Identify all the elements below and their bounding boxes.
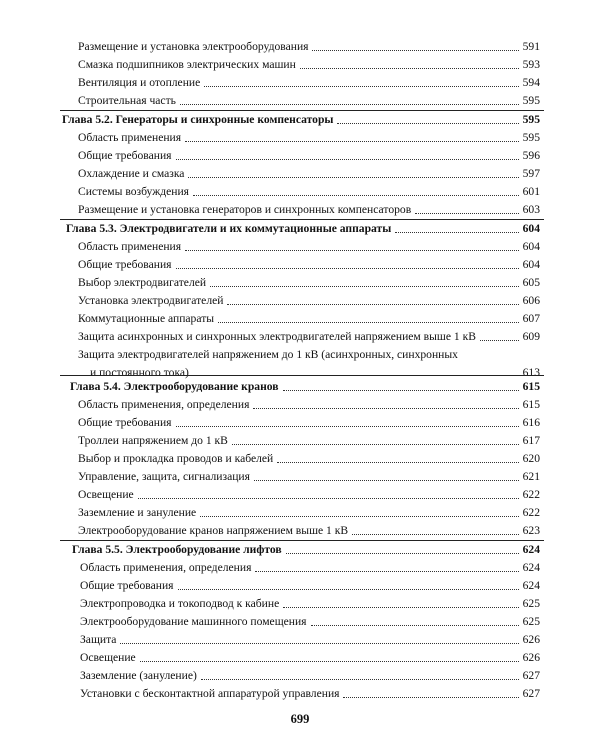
toc-page-number: 622 [522, 488, 540, 501]
dot-leader [210, 286, 519, 287]
dot-leader [300, 68, 519, 69]
toc-entry [78, 76, 540, 90]
toc-entry-label: Электропроводка и токоподвод к кабине [80, 597, 280, 610]
dot-leader [204, 86, 518, 87]
toc-entry [78, 330, 540, 344]
toc-entry [78, 203, 540, 217]
dot-leader [480, 340, 519, 341]
toc-entry [80, 597, 540, 611]
toc-page-number: 623 [522, 524, 540, 537]
section-divider [60, 219, 544, 220]
toc-entry-label: Системы возбуждения [78, 185, 189, 198]
toc-entry [78, 40, 540, 54]
dot-leader [178, 589, 519, 590]
toc-entry [78, 294, 540, 308]
toc-entry-label: Защита электродвигателей напряжением до 1 кВ (асинхронных, синхронных [78, 348, 458, 361]
toc-chapter-heading [62, 113, 540, 127]
toc-entry-label: Троллеи напряжением до 1 кВ [78, 434, 228, 447]
dot-leader [176, 426, 519, 427]
toc-page-number: 626 [522, 651, 540, 664]
toc-entry-label: Размещение и установка электрооборудования [78, 40, 309, 53]
dot-leader [218, 322, 519, 323]
toc-page-number: 595 [522, 113, 540, 126]
toc-entry [78, 488, 540, 502]
toc-page-number: 604 [522, 222, 540, 235]
toc-page-number: 604 [522, 258, 540, 271]
toc-entry-label: Общие требования [78, 416, 172, 429]
toc-page-number: 625 [522, 615, 540, 628]
toc-page-number: 591 [522, 40, 540, 53]
toc-page-number: 594 [522, 76, 540, 89]
toc-page-number: 609 [522, 330, 540, 343]
toc-page-number: 615 [522, 398, 540, 411]
dot-leader [352, 534, 519, 535]
dot-leader [120, 643, 518, 644]
toc-entry [80, 561, 540, 575]
toc-entry-label: Защита [80, 633, 117, 646]
dot-leader [253, 408, 518, 409]
toc-entry-label: Заземление (зануление) [80, 669, 197, 682]
dot-leader [283, 607, 518, 608]
toc-entry [78, 312, 540, 326]
toc-entry [78, 131, 540, 145]
toc-page-number: 624 [522, 579, 540, 592]
dot-leader [312, 50, 518, 51]
toc-page-number: 607 [522, 312, 540, 325]
dot-leader [311, 625, 519, 626]
toc-entry-label: Область применения, определения [80, 561, 252, 574]
toc-page-number: 605 [522, 276, 540, 289]
toc-entry-label: Освещение [78, 488, 134, 501]
dot-leader [180, 104, 519, 105]
dot-leader [188, 177, 518, 178]
section-divider [60, 110, 544, 111]
dot-leader [185, 141, 519, 142]
toc-entry-label: Установка электродвигателей [78, 294, 224, 307]
toc-entry-label: Защита асинхронных и синхронных электродвигателей напряжением выше 1 кВ [78, 330, 476, 343]
toc-entry [78, 506, 540, 520]
toc-entry-label: Заземление и зануление [78, 506, 197, 519]
toc-entry [78, 398, 540, 412]
toc-entry-label: Область применения [78, 131, 182, 144]
dot-leader [185, 250, 519, 251]
toc-entry [78, 240, 540, 254]
toc-page-number: 603 [522, 203, 540, 216]
toc-entry-label: Установки с бесконтактной аппаратурой управления [80, 687, 340, 700]
toc-page-number: 615 [522, 380, 540, 393]
toc-entry [78, 276, 540, 290]
toc-entry-label: Глава 5.2. Генераторы и синхронные компенсаторы [62, 113, 334, 126]
toc-page-number: 606 [522, 294, 540, 307]
toc-entry-label: Размещение и установка генераторов и синхронных компенсаторов [78, 203, 412, 216]
toc-chapter-heading [72, 543, 540, 557]
toc-page-number: 613 [522, 366, 540, 379]
toc-entry-label: Общие требования [78, 149, 172, 162]
toc-chapter-heading [70, 380, 540, 394]
toc-entry [78, 434, 540, 448]
toc-page-number: 627 [522, 669, 540, 682]
dot-leader [337, 123, 518, 124]
toc-entry-label: Выбор электродвигателей [78, 276, 207, 289]
page-number: 699 [290, 712, 310, 726]
toc-page-number: 621 [522, 470, 540, 483]
dot-leader [232, 444, 519, 445]
toc-entry [78, 452, 540, 466]
toc-entry [78, 524, 540, 538]
toc-entry [78, 58, 540, 72]
dot-leader [176, 159, 519, 160]
toc-page-number: 627 [522, 687, 540, 700]
toc-entry-label: Глава 5.3. Электродвигатели и их коммутационные аппараты [66, 222, 392, 235]
toc-page-number: 626 [522, 633, 540, 646]
toc-entry [80, 651, 540, 665]
dot-leader [277, 462, 518, 463]
section-divider [60, 540, 544, 541]
toc-entry-label: Глава 5.5. Электрооборудование лифтов [72, 543, 282, 556]
toc-page-number: 593 [522, 58, 540, 71]
dot-leader [227, 304, 518, 305]
dot-leader [200, 516, 518, 517]
toc-entry [78, 258, 540, 272]
toc-entry-label-continued: и постоянного тока) [90, 366, 189, 379]
dot-leader [138, 498, 519, 499]
toc-entry [80, 579, 540, 593]
toc-entry [78, 416, 540, 430]
toc-page-number: 595 [522, 131, 540, 144]
toc-page-number: 624 [522, 561, 540, 574]
toc-entry-label: Смазка подшипников электрических машин [78, 58, 296, 71]
toc-entry [78, 94, 540, 108]
dot-leader [140, 661, 519, 662]
toc-entry-label: Освещение [80, 651, 136, 664]
toc-entry-label: Область применения [78, 240, 182, 253]
toc-entry [80, 669, 540, 683]
toc-entry [80, 615, 540, 629]
toc-entry-label: Электрооборудование машинного помещения [80, 615, 307, 628]
toc-entry-label: Коммутационные аппараты [78, 312, 215, 325]
toc-entry-label: Общие требования [80, 579, 174, 592]
dot-leader [343, 697, 518, 698]
toc-page-number: 601 [522, 185, 540, 198]
toc-entry-label: Выбор и прокладка проводов и кабелей [78, 452, 274, 465]
toc-chapter-heading [66, 222, 540, 236]
dot-leader [395, 232, 518, 233]
toc-page-number: 595 [522, 94, 540, 107]
toc-page-number: 625 [522, 597, 540, 610]
dot-leader [176, 268, 519, 269]
toc-page-number: 624 [522, 543, 540, 556]
toc-page-number: 620 [522, 452, 540, 465]
toc-page-number: 616 [522, 416, 540, 429]
toc-page-number: 617 [522, 434, 540, 447]
toc-entry [78, 470, 540, 484]
toc-entry [78, 185, 540, 199]
toc-entry [78, 167, 540, 181]
dot-leader [254, 480, 519, 481]
dot-leader [286, 553, 519, 554]
toc-page-number: 597 [522, 167, 540, 180]
toc-entry-label: Электрооборудование кранов напряжением выше 1 кВ [78, 524, 349, 537]
toc-entry [80, 687, 540, 701]
toc-entry-label: Вентиляция и отопление [78, 76, 201, 89]
dot-leader [255, 571, 518, 572]
toc-entry-label: Управление, защита, сигнализация [78, 470, 250, 483]
toc-entry-label: Область применения, определения [78, 398, 250, 411]
section-divider [60, 375, 544, 376]
toc-entry-label: Строительная часть [78, 94, 176, 107]
toc-entry-label: Глава 5.4. Электрооборудование кранов [70, 380, 279, 393]
toc-page-number: 596 [522, 149, 540, 162]
toc-entry-label: Охлаждение и смазка [78, 167, 185, 180]
toc-page-number: 622 [522, 506, 540, 519]
dot-leader [193, 195, 519, 196]
toc-entry [80, 633, 540, 647]
toc-page-number: 604 [522, 240, 540, 253]
toc-entry-label: Общие требования [78, 258, 172, 271]
dot-leader [415, 213, 518, 214]
toc-entry [78, 149, 540, 163]
dot-leader [283, 390, 519, 391]
dot-leader [201, 679, 519, 680]
